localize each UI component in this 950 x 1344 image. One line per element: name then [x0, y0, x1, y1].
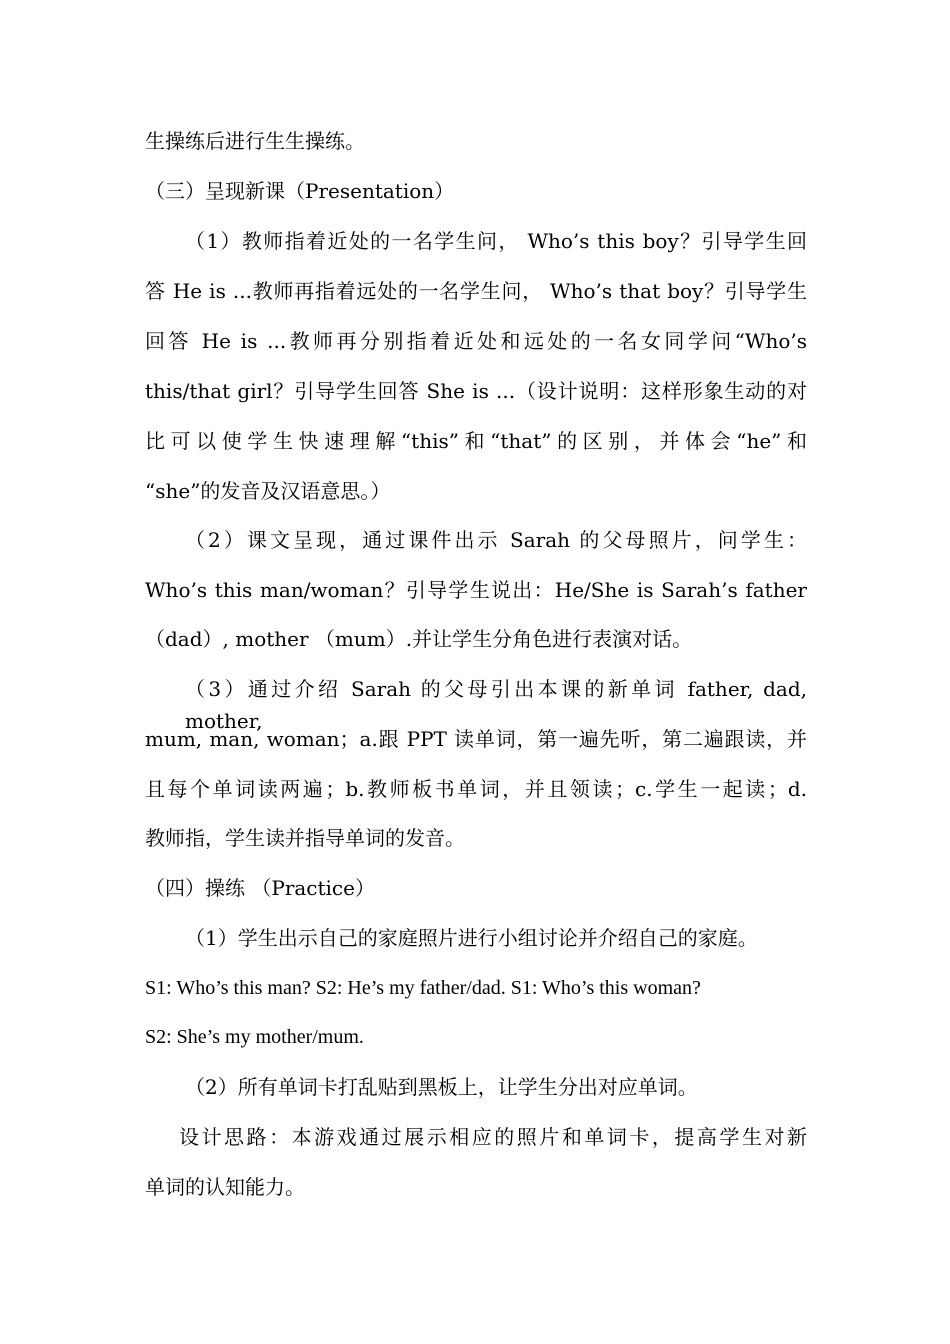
text-line: “she”的发音及汉语意思。） [145, 479, 391, 503]
text-line: 比可以使学生快速理解“this”和“that”的区别，并体会“he”和 [145, 429, 807, 453]
text-line: 回答 He is ...教师再分别指着近处和远处的一名女同学问“Who’s [145, 329, 807, 353]
text-line: （1）教师指着近处的一名学生问， Who’s this boy？引导学生回 [185, 229, 807, 253]
section-heading: （四）操练 （Practice） [145, 876, 375, 900]
text-line: （dad）, mother （mum）.并让学生分角色进行表演对话。 [145, 627, 693, 651]
text-line: Who’s this man/woman？引导学生说出：He/She is Sarah’s father [145, 578, 807, 602]
section-heading: （三）呈现新课（Presentation） [145, 179, 455, 203]
text-line: S1: Who’s this man? S2: He’s my father/dad. S1: Who’s this woman? [145, 977, 701, 999]
text-line: 且每个单词读两遍；b.教师板书单词，并且领读；c.学生一起读；d. [145, 777, 807, 801]
text-line: （3）通过介绍 Sarah 的父母引出本课的新单词 father, dad, mother, [185, 677, 807, 733]
text-line: S2: She’s my mother/mum. [145, 1026, 364, 1048]
text-line: 生操练后进行生生操练。 [145, 129, 365, 153]
text-line: 单词的认知能力。 [145, 1175, 305, 1199]
text-line: 答 He is ...教师再指着远处的一名学生问， Who’s that boy？引导学生 [145, 279, 807, 303]
text-line: mum, man, woman；a.跟 PPT 读单词，第一遍先听，第二遍跟读，并 [145, 727, 807, 751]
text-line: （2）课文呈现，通过课件出示 Sarah 的父母照片，问学生： [185, 528, 807, 552]
text-line: this/that girl？引导学生回答 She is ...（设计说明：这样形象生动的对 [145, 379, 807, 403]
text-line: 设计思路：本游戏通过展示相应的照片和单词卡，提高学生对新 [179, 1125, 807, 1149]
text-line: 教师指，学生读并指导单词的发音。 [145, 826, 465, 850]
text-line: （2）所有单词卡打乱贴到黑板上，让学生分出对应单词。 [185, 1075, 698, 1099]
text-line: （1）学生出示自己的家庭照片进行小组讨论并介绍自己的家庭。 [185, 926, 758, 950]
